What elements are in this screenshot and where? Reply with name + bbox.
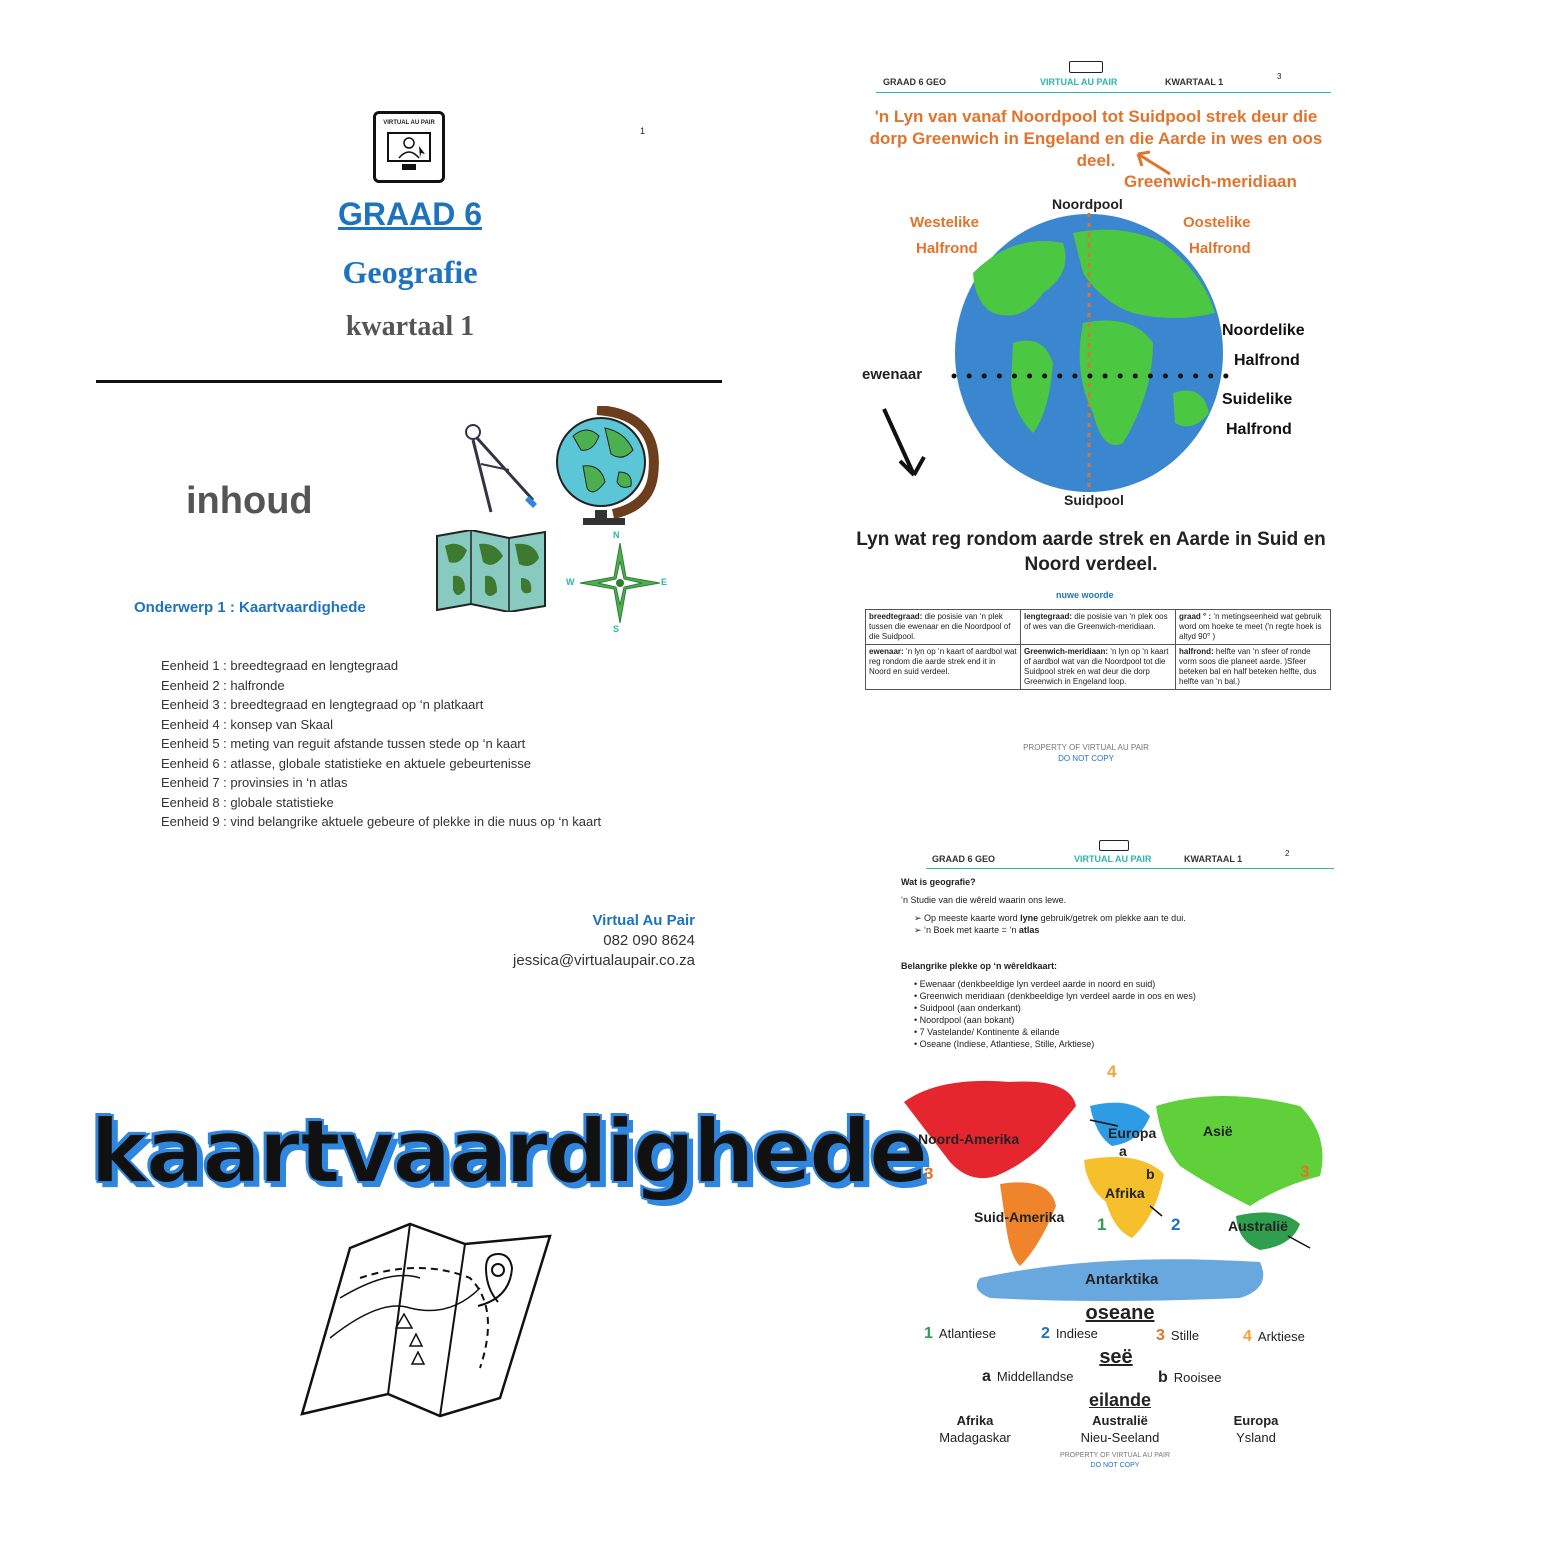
contents-heading: inhoud xyxy=(186,480,313,522)
contact-phone: 082 090 8624 xyxy=(603,932,695,949)
folded-map-icon xyxy=(435,530,547,612)
equator-line xyxy=(950,370,1230,382)
ocean-item: 2 Indiese xyxy=(1041,1325,1098,1342)
sea-item: a Middellandse xyxy=(982,1368,1074,1385)
table-cell: ewenaar: ‘n lyn op ‘n kaart of aardbol wat reg rondom die aarde strek end it in Noord en suid verdeel. xyxy=(866,645,1021,690)
ocean-number-label: 2 xyxy=(1171,1215,1181,1234)
header-mid: VIRTUAL AU PAIR xyxy=(1074,854,1152,864)
sea-letter-label: a xyxy=(1119,1143,1127,1159)
ocean-number-label: 4 xyxy=(1107,1062,1117,1081)
seas-heading: seë xyxy=(1099,1346,1133,1368)
table-cell: Greenwich-meridiaan: ‘n lyn op ‘n kaart of aardbol wat van die Noordpool tot die Suidpool strek en wat deur die dorp Greenwich in Engeland loop. xyxy=(1021,645,1176,690)
south-america-label: Suid-Amerika xyxy=(974,1209,1065,1225)
ocean-number-label: 3 xyxy=(1300,1162,1310,1181)
contact-email[interactable]: jessica@virtualaupair.co.za xyxy=(513,952,695,969)
table-cell: breedtegraad: die posisie van ‘n plek tussen die ewenaar en die Noordpool of die Suidpool. xyxy=(866,610,1021,645)
header-logo-icon xyxy=(1099,840,1129,851)
table-cell: graad ° : ‘n metingseenheid wat gebruik word om hoeke te meet ('n regte hoek is altyd 90° ) xyxy=(1176,610,1331,645)
island-item: Europa Ysland xyxy=(1233,1413,1279,1445)
subject-title: Geografie xyxy=(342,254,478,290)
unit-item: Eenheid 6 : atlasse, globale statistieke en aktuele gebeurtenisse xyxy=(161,755,532,771)
south-pole-label: Suidpool xyxy=(1064,492,1124,508)
compass-east-label: E xyxy=(661,577,668,587)
question-heading: Wat is geografie? xyxy=(901,877,976,887)
answer-text: ‘n Studie van die wêreld waarin ons lewe. xyxy=(901,895,1067,905)
sea-letter-label: b xyxy=(1146,1166,1155,1182)
island-item: Afrika Madagaskar xyxy=(939,1413,1011,1445)
page-number: 1 xyxy=(640,126,646,136)
table-cell: lengtegraad: die posisie van ‘n plek oos of wes van die Greenwich-meridiaan. xyxy=(1021,610,1176,645)
asia-label: Asië xyxy=(1203,1123,1233,1139)
header-right: KWARTAAL 1 xyxy=(1184,854,1243,864)
island-item: Australië Nieu-Seeland xyxy=(1080,1413,1160,1445)
west-hemisphere-label: Westelike Halfrond xyxy=(910,214,979,257)
compass-west-label: W xyxy=(566,577,575,587)
divider xyxy=(96,380,722,383)
map-pin-illustration xyxy=(300,1218,556,1423)
header-rule xyxy=(926,868,1334,869)
term-title: kwartaal 1 xyxy=(345,311,475,342)
north-america-label: Noord-Amerika xyxy=(918,1131,1020,1147)
page-number: 2 xyxy=(1285,849,1290,858)
ocean-item: 1 Atlantiese xyxy=(924,1325,996,1342)
ocean-item: 3 Stille xyxy=(1156,1327,1200,1344)
compass-north-label: N xyxy=(613,530,620,540)
unit-item: Eenheid 9 : vind belangrike aktuele gebeure of plekke in die nuus op ‘n kaart xyxy=(161,814,602,829)
unit-item: Eenheid 4 : konsep van Skaal xyxy=(161,716,334,732)
north-hemisphere-label: Noordelike Halfrond xyxy=(1222,322,1305,369)
header-logo-icon xyxy=(1069,61,1103,73)
units-list xyxy=(161,656,601,832)
oceans-heading: oseane xyxy=(1085,1302,1155,1324)
drawing-compass-icon xyxy=(455,420,540,520)
compass-rose-icon xyxy=(580,543,660,623)
property-notice: PROPERTY OF VIRTUAL AU PAIR DO NOT COPY xyxy=(1023,743,1149,763)
bullet-item: ➢ ‘n Boek met kaarte = ‘n atlas xyxy=(914,925,1040,935)
ocean-number-label: 1 xyxy=(1097,1215,1107,1234)
australia-label: Australië xyxy=(1228,1218,1288,1234)
list-item: • Ewenaar (denkbeeldige lyn verdeel aarde in noord en suid) xyxy=(914,979,1156,989)
bullet-item: ➢ Op meeste kaarte word lyne gebruik/getrek om plekke aan te dui. xyxy=(914,913,1186,923)
islands-heading: eilande xyxy=(1088,1390,1152,1410)
equator-description: Lyn wat reg rondom aarde strek en Aarde in Suid en Noord verdeel. xyxy=(856,529,1326,575)
new-words-heading: nuwe woorde xyxy=(1056,590,1114,600)
table-row xyxy=(866,645,1331,690)
greenwich-label: Greenwich-meridiaan xyxy=(1124,172,1297,191)
list-item: • Oseane (Indiese, Atlantiese, Stille, Arktiese) xyxy=(914,1039,1095,1049)
south-hemisphere-label: Suidelike Halfrond xyxy=(1222,391,1293,438)
unit-item: Eenheid 5 : meting van reguit afstande tussen stede op ‘n kaart xyxy=(161,736,526,751)
places-heading: Belangrike plekke op ‘n wêreldkaart: xyxy=(901,961,1058,971)
europe-label: Europa xyxy=(1108,1125,1157,1141)
north-pole-label: Noordpool xyxy=(1052,196,1123,212)
header-mid: VIRTUAL AU PAIR xyxy=(1040,77,1118,87)
banner-title: kaartvaardighede xyxy=(90,1100,926,1203)
ocean-number-label: 3 xyxy=(924,1164,934,1183)
compass-south-label: S xyxy=(613,624,620,634)
topic-heading: Onderwerp 1 : Kaartvaardighede xyxy=(134,599,366,616)
unit-item: Eenheid 7 : provinsies in ‘n atlas xyxy=(161,775,348,790)
virtual-au-pair-logo xyxy=(373,111,445,183)
grade-title: GRAAD 6 xyxy=(337,196,482,232)
monitor-stand xyxy=(402,164,416,170)
list-item: • 7 Vastelande/ Kontinente & eilande xyxy=(914,1027,1060,1037)
definitions-table xyxy=(865,609,1331,690)
logo-text: VIRTUAL AU PAIR xyxy=(383,120,435,126)
list-item: • Noordpool (aan bokant) xyxy=(914,1015,1015,1025)
down-arrow-icon xyxy=(878,405,938,487)
header-rule xyxy=(876,92,1331,93)
table-cell: halfrond: helfte van ‘n sfeer of ronde vorm soos die planeet aarde. )Sfeer beteken bal en half beteken helfte, dus helfte van ‘n bal.) xyxy=(1176,645,1331,690)
header-right: KWARTAAL 1 xyxy=(1165,77,1224,87)
earth-globe-icon xyxy=(953,213,1225,493)
unit-item: Eenheid 1 : breedtegraad en lengtegraad xyxy=(161,658,399,673)
property-notice: PROPERTY OF VIRTUAL AU PAIR DO NOT COPY xyxy=(1059,1452,1171,1469)
antarctica-label: Antarktika xyxy=(1085,1271,1159,1288)
unit-item: Eenheid 8 : globale statistieke xyxy=(161,794,334,810)
page-number: 3 xyxy=(1277,72,1282,81)
list-item: • Greenwich meridiaan (denkbeeldige lyn verdeel aarde in oos en wes) xyxy=(914,991,1196,1001)
computer-screen-icon xyxy=(387,132,431,162)
list-item: • Suidpool (aan onderkant) xyxy=(914,1003,1021,1013)
contact-block xyxy=(480,911,695,971)
unit-item: Eenheid 3 : breedtegraad en lengtegraad op ‘n platkaart xyxy=(161,697,484,712)
africa-label: Afrika xyxy=(1105,1185,1145,1201)
east-hemisphere-label: Oostelike Halfrond xyxy=(1183,214,1251,257)
globe-icon xyxy=(553,406,663,528)
header-left: GRAAD 6 GEO xyxy=(932,854,996,864)
greenwich-description: 'n Lyn van vanaf Noordpool tot Suidpool strek deur die dorp Greenwich in Engeland en die Aarde in wes en oos deel. xyxy=(869,107,1323,170)
sea-item: b Rooisee xyxy=(1158,1369,1222,1386)
equator-label: ewenaar xyxy=(862,366,923,383)
contact-name: Virtual Au Pair xyxy=(592,912,695,929)
table-row xyxy=(866,610,1331,645)
ocean-item: 4 Arktiese xyxy=(1243,1328,1305,1345)
header-left: GRAAD 6 GEO xyxy=(883,77,947,87)
places-list xyxy=(914,978,1196,1050)
unit-item: Eenheid 2 : halfronde xyxy=(161,677,285,693)
